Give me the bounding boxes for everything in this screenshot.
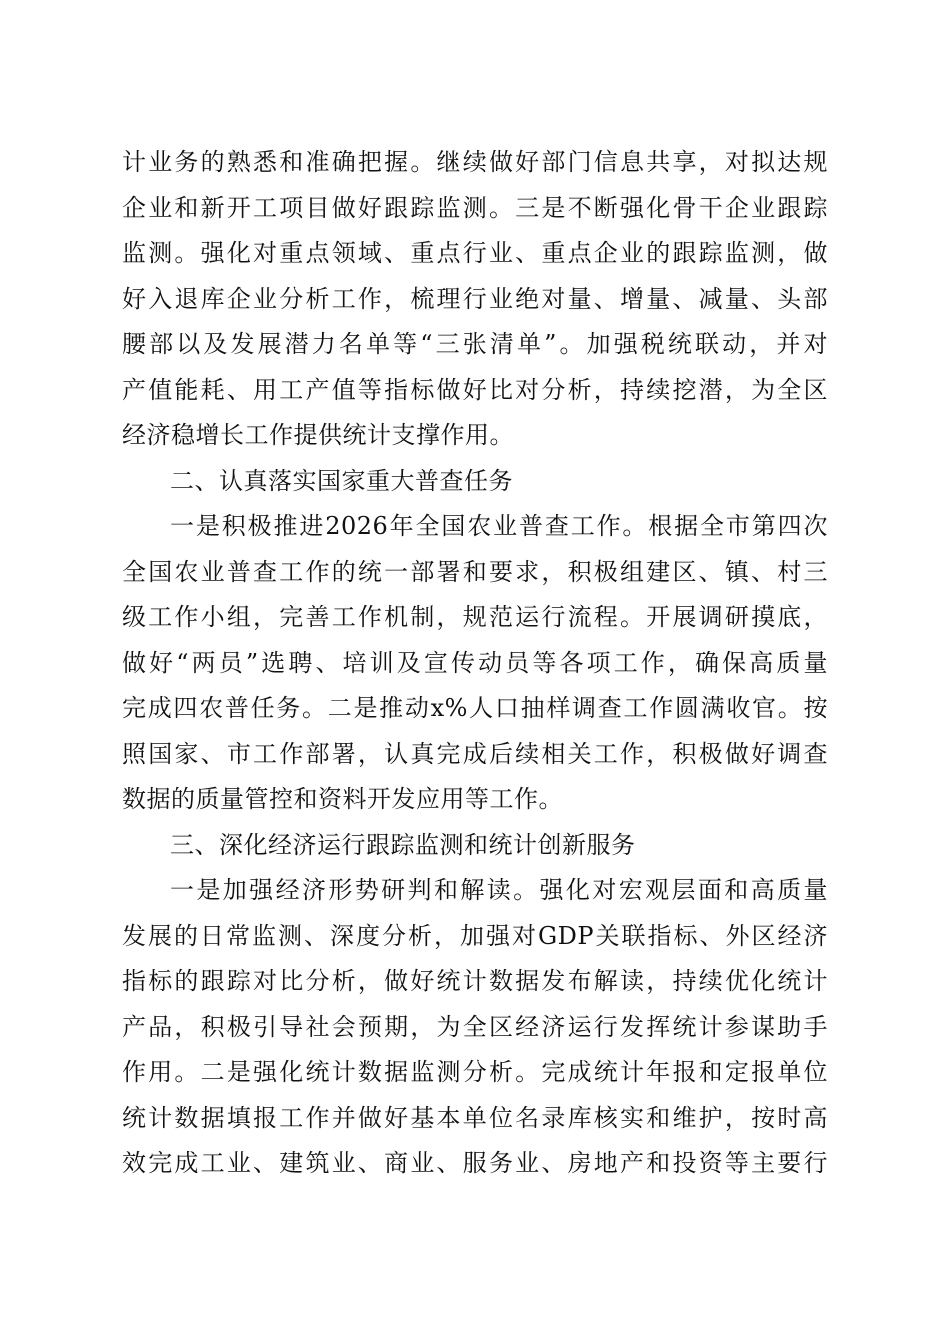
body-text-line: 数据的质量管控和资料开发应用等工作。	[122, 785, 563, 813]
body-text-line: 级工作小组，完善工作机制，规范运行流程。开展调研摸底，	[122, 603, 828, 631]
body-text-line: 计业务的熟悉和准确把握。继续做好部门信息共享，对拟达规	[122, 148, 828, 176]
body-text-line: 效完成工业、建筑业、商业、服务业、房地产和投资等主要行	[122, 1149, 828, 1177]
body-text-line: 一是积极推进2026年全国农业普查工作。根据全市第四次	[170, 512, 828, 540]
body-text-line: 经济稳增长工作提供统计支撑作用。	[122, 421, 514, 449]
body-text-line: 完成四农普任务。二是推动x%人口抽样调查工作圆满收官。按	[122, 694, 828, 722]
body-text-line: 好入退库企业分析工作，梳理行业绝对量、增量、减量、头部	[122, 284, 828, 313]
body-text-line: 腰部以及发展潜力名单等“三张清单”。加强税统联动，并对	[122, 330, 828, 358]
body-text-line: 企业和新开工项目做好跟踪监测。三是不断强化骨干企业跟踪	[122, 193, 828, 222]
body-text-line: 监测。强化对重点领域、重点行业、重点企业的跟踪监测，做	[122, 239, 828, 267]
body-text-line: 做好“两员”选聘、培训及宣传动员等各项工作，确保高质量	[122, 648, 828, 677]
body-text-line: 产值能耗、用工产值等指标做好比对分析，持续挖潜，为全区	[122, 375, 828, 404]
body-text-line: 全国农业普查工作的统一部署和要求，积极组建区、镇、村三	[122, 557, 828, 586]
body-text-line: 统计数据填报工作并做好基本单位名录库核实和维护，按时高	[122, 1103, 828, 1132]
body-text-line: 作用。二是强化统计数据监测分析。完成统计年报和定报单位	[122, 1058, 828, 1086]
section-heading-3: 三、深化经济运行跟踪监测和统计创新服务	[170, 830, 636, 859]
body-text-line: 指标的跟踪对比分析，做好统计数据发布解读，持续优化统计	[122, 967, 828, 995]
body-text-line: 照国家、市工作部署，认真完成后续相关工作，积极做好调查	[122, 739, 828, 768]
section-heading-2: 二、认真落实国家重大普查任务	[170, 466, 513, 495]
body-text-line: 发展的日常监测、深度分析，加强对GDP关联指标、外区经济	[122, 921, 828, 950]
document-body	[122, 140, 828, 1187]
body-text-line: 产品，积极引导社会预期，为全区经济运行发挥统计参谋助手	[122, 1012, 828, 1041]
body-text-line: 一是加强经济形势研判和解读。强化对宏观层面和高质量	[170, 876, 828, 904]
